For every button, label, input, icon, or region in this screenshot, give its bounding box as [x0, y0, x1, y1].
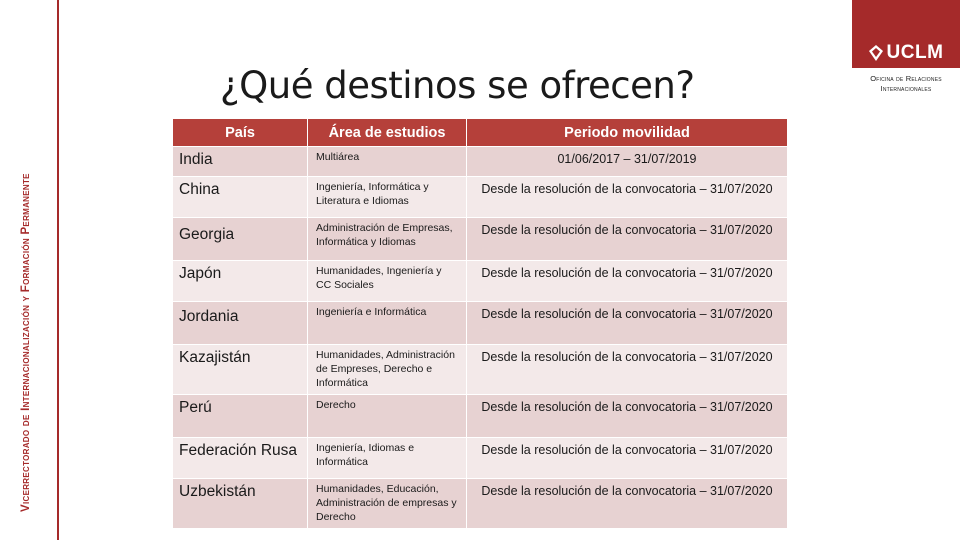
- area-cell: Derecho: [308, 395, 467, 438]
- period-cell: Desde la resolución de la convocatoria – 31/07/2020: [467, 345, 788, 395]
- table-header-row: [173, 119, 788, 147]
- area-cell: Ingeniería, Informática y Literatura e Idiomas: [308, 177, 467, 218]
- period-cell: Desde la resolución de la convocatoria – 31/07/2020: [467, 261, 788, 302]
- table-row: [173, 395, 788, 438]
- header-country: País: [173, 119, 308, 147]
- country-cell: Federación Rusa: [173, 438, 308, 479]
- area-cell: Humanidades, Educación, Administración de empresas y Derecho: [308, 479, 467, 529]
- table-row: [173, 438, 788, 479]
- country-cell: Kazajistán: [173, 345, 308, 395]
- country-cell: Perú: [173, 395, 308, 438]
- header-area: Área de estudios: [308, 119, 467, 147]
- period-cell: 01/06/2017 – 31/07/2019: [467, 147, 788, 177]
- office-label: [852, 74, 960, 94]
- table-row: [173, 261, 788, 302]
- area-cell: Multiárea: [308, 147, 467, 177]
- table-row: [173, 218, 788, 261]
- period-cell: Desde la resolución de la convocatoria – 31/07/2020: [467, 177, 788, 218]
- country-cell: India: [173, 147, 308, 177]
- area-cell: Ingeniería, Idiomas e Informática: [308, 438, 467, 479]
- destinations-table: [172, 118, 788, 529]
- table-row: [173, 177, 788, 218]
- table-row: [173, 479, 788, 529]
- area-cell: Ingeniería e Informática: [308, 302, 467, 345]
- country-cell: Jordania: [173, 302, 308, 345]
- period-cell: Desde la resolución de la convocatoria – 31/07/2020: [467, 302, 788, 345]
- header-period: Periodo movilidad: [467, 119, 788, 147]
- area-cell: Administración de Empresas, Informática y Idiomas: [308, 218, 467, 261]
- country-cell: Japón: [173, 261, 308, 302]
- table-row: [173, 345, 788, 395]
- office-label-line: Internacionales: [880, 84, 932, 93]
- uclm-logo: [852, 0, 960, 68]
- period-cell: Desde la resolución de la convocatoria – 31/07/2020: [467, 438, 788, 479]
- country-cell: Uzbekistán: [173, 479, 308, 529]
- country-cell: China: [173, 177, 308, 218]
- country-cell: Georgia: [173, 218, 308, 261]
- logo-text: UCLM: [886, 42, 944, 63]
- period-cell: Desde la resolución de la convocatoria – 31/07/2020: [467, 479, 788, 529]
- table-row: [173, 302, 788, 345]
- office-label-line: Oficina de Relaciones: [870, 74, 942, 83]
- period-cell: Desde la resolución de la convocatoria – 31/07/2020: [467, 395, 788, 438]
- area-cell: Humanidades, Ingeniería y CC Sociales: [308, 261, 467, 302]
- vicerrectorado-label: Vicerrectorado de Internacionalización y Formación Permanente: [20, 173, 32, 512]
- period-cell: Desde la resolución de la convocatoria – 31/07/2020: [467, 218, 788, 261]
- table-row: [173, 147, 788, 177]
- uclm-crest-icon: [869, 45, 883, 61]
- area-cell: Humanidades, Administración de Empreses, Derecho e Informática: [308, 345, 467, 395]
- page-title: ¿Qué destinos se ofrecen?: [220, 64, 695, 107]
